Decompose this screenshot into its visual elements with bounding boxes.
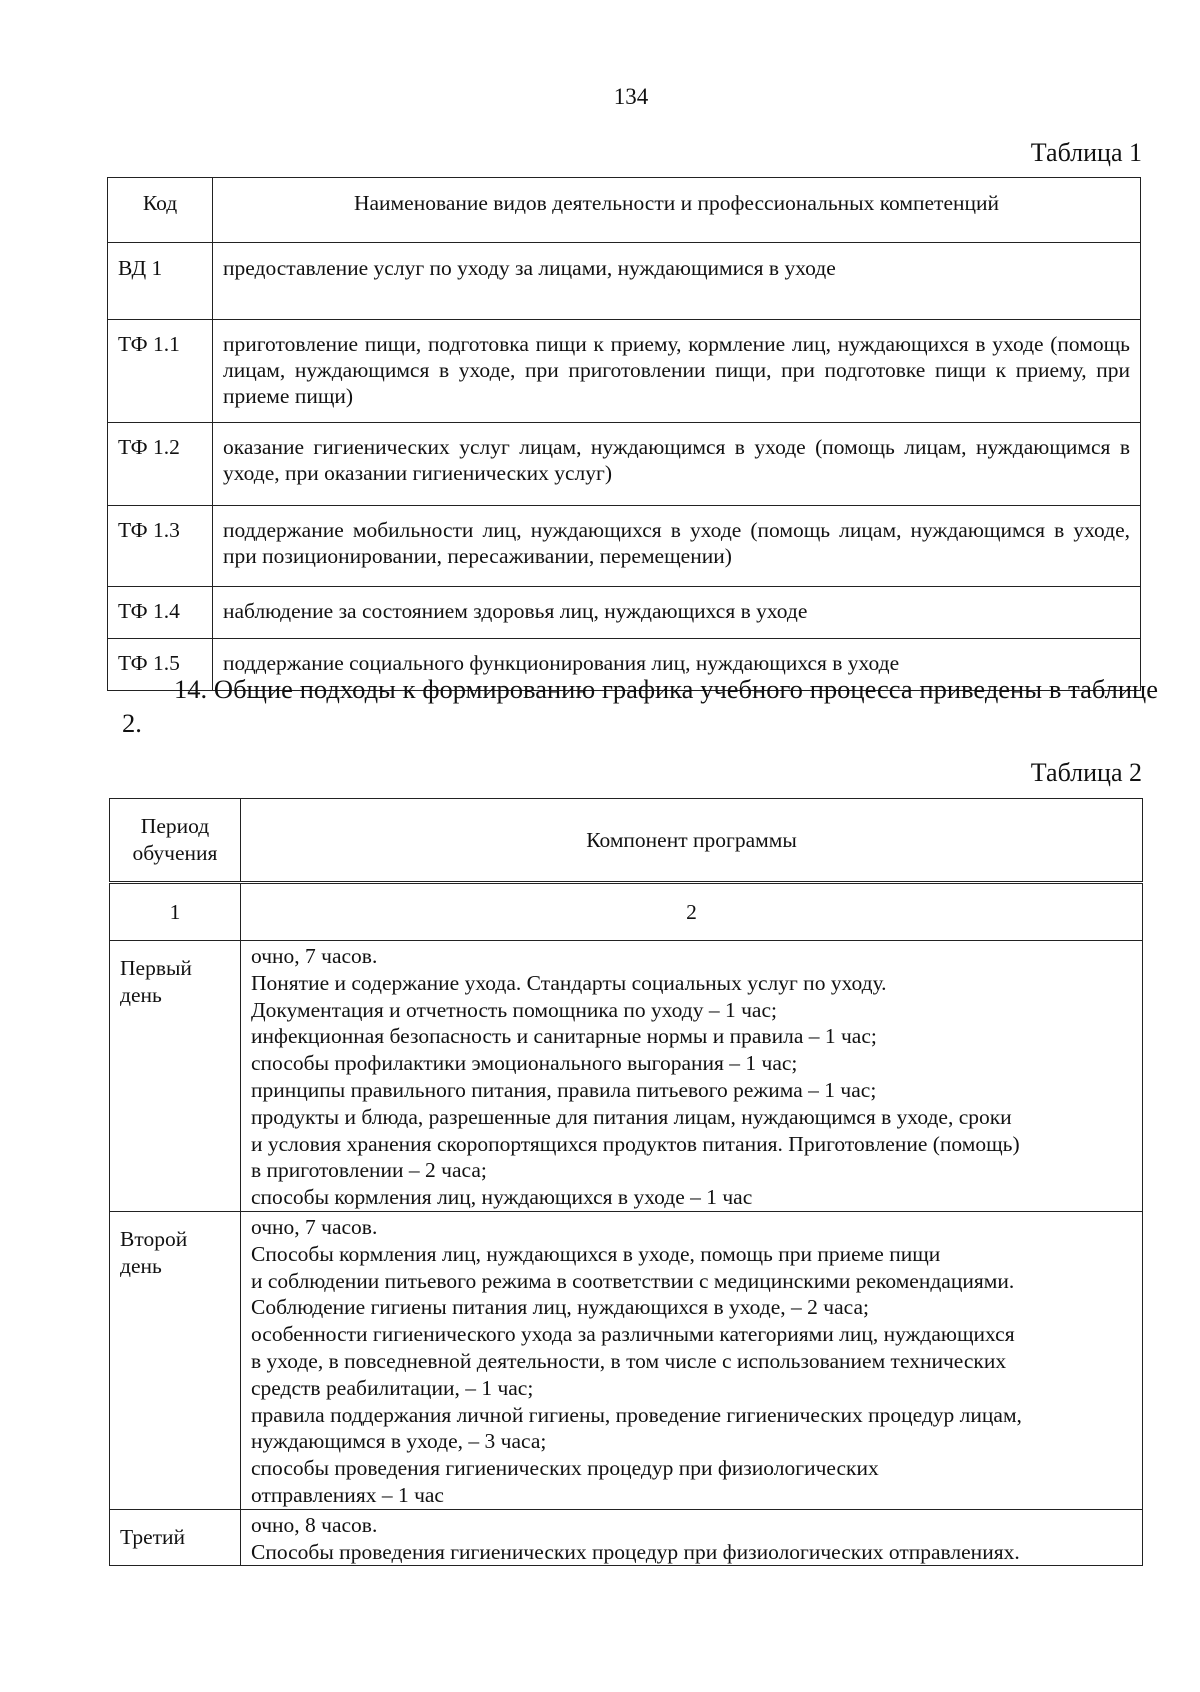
period-cell: [110, 941, 241, 1212]
content-line: нуждающимся в уходе, – 3 часа;: [251, 1429, 547, 1454]
content-line: средств реабилитации, – 1 час;: [251, 1375, 534, 1400]
table-row: [110, 941, 1143, 1212]
row-code: ТФ 1.2: [108, 423, 213, 506]
row-code: ТФ 1.4: [108, 587, 213, 639]
table1-header-row: [108, 178, 1141, 243]
period-label: Первый: [120, 956, 192, 980]
page-number: 134: [613, 84, 649, 109]
row-text: предоставление услуг по уходу за лицами, нуждающимися в уходе: [213, 243, 1141, 320]
column-number: 2: [241, 883, 1143, 941]
row-text: приготовление пищи, подготовка пищи к приему, кормление лиц, нуждающихся в уходе (помощь лицам, нуждающимся в уходе, при приготовлении пищи, при подготовке пищи к приему, при приеме пищи): [213, 320, 1141, 423]
content-line: продукты и блюда, разрешенные для питания лицам, нуждающимся в уходе, сроки: [251, 1104, 1012, 1129]
row-text: оказание гигиенических услуг лицам, нуждающимся в уходе (помощь лицам, нуждающимся в уходе, при оказании гигиенических услуг): [213, 423, 1141, 506]
table1-header-code: Код: [108, 178, 213, 243]
content-cell: [241, 1509, 1143, 1566]
table2-header-period: [110, 799, 241, 883]
period-cell: [110, 1211, 241, 1509]
content-line: инфекционная безопасность и санитарные нормы и правила – 1 час;: [251, 1024, 877, 1049]
table-row: [110, 1211, 1143, 1509]
table2-numbering-row: [110, 883, 1143, 941]
row-code: ВД 1: [108, 243, 213, 320]
period-cell: [110, 1509, 241, 1566]
header-period-line: обучения: [132, 841, 218, 865]
period-label: день: [120, 1253, 162, 1278]
content-line: Понятие и содержание ухода. Стандарты социальных услуг по уходу.: [251, 970, 887, 995]
content-line: очно, 7 часов.: [251, 944, 378, 968]
content-cell: [241, 1211, 1143, 1509]
row-text: поддержание социального функционирования лиц, нуждающихся в уходе: [213, 639, 1141, 691]
period-label: Третий: [120, 1524, 186, 1549]
row-code: ТФ 1.1: [108, 320, 213, 423]
content-line: и условия хранения скоропортящихся продуктов питания. Приготовление (помощь): [251, 1131, 1020, 1156]
table-row: [108, 320, 1141, 423]
row-text: поддержание мобильности лиц, нуждающихся в уходе (помощь лицам, нуждающимся в уходе, при позиционировании, пересаживании, перемещении): [213, 506, 1141, 587]
content-line: Способы кормления лиц, нуждающихся в уходе, помощь при приеме пищи: [251, 1241, 941, 1266]
column-number: 1: [110, 883, 241, 941]
table2-caption: Таблица 2: [1030, 758, 1142, 787]
table-row: [108, 243, 1141, 320]
table-row: [110, 1509, 1143, 1566]
content-line: Способы проведения гигиенических процедур при физиологических отправлениях.: [251, 1539, 1020, 1564]
content-line: принципы правильного питания, правила питьевого режима – 1 час;: [251, 1077, 877, 1102]
content-cell: [241, 941, 1143, 1212]
body-paragraph: 14. Общие подходы к формированию графика учебного процесса приведены в таблице 2.: [122, 674, 1158, 738]
content-line: очно, 8 часов.: [251, 1512, 378, 1537]
table2-header-row: [110, 799, 1143, 883]
content-line: способы кормления лиц, нуждающихся в уходе – 1 час: [251, 1185, 753, 1210]
content-line: в уходе, в повседневной деятельности, в том числе с использованием технических: [251, 1348, 1007, 1373]
content-line: отправлениях – 1 час: [251, 1482, 444, 1507]
content-line: Соблюдение гигиены питания лиц, нуждающихся в уходе, – 2 часа;: [251, 1295, 869, 1320]
row-text: наблюдение за состоянием здоровья лиц, нуждающихся в уходе: [213, 587, 1141, 639]
content-line: правила поддержания личной гигиены, проведение гигиенических процедур лицам,: [251, 1402, 1022, 1427]
row-code: ТФ 1.3: [108, 506, 213, 587]
content-line: и соблюдении питьевого режима в соответствии с медицинскими рекомендациями.: [251, 1268, 1015, 1293]
table-row: [108, 423, 1141, 506]
content-line: способы проведения гигиенических процедур при физиологических: [251, 1456, 879, 1481]
table-row: [108, 587, 1141, 639]
content-line: в приготовлении – 2 часа;: [251, 1158, 487, 1183]
table1-header-name: Наименование видов деятельности и профессиональных компетенций: [213, 178, 1141, 243]
table-row: [108, 506, 1141, 587]
header-period-line: Период: [140, 814, 210, 838]
table2: [109, 798, 1143, 1566]
content-line: очно, 7 часов.: [251, 1214, 378, 1239]
content-line: способы профилактики эмоционального выгорания – 1 час;: [251, 1051, 798, 1076]
table1: [107, 177, 1141, 691]
period-label: Второй: [120, 1226, 188, 1251]
period-label: день: [120, 983, 162, 1007]
table1-caption: Таблица 1: [1030, 138, 1142, 167]
table2-header-component: Компонент программы: [241, 799, 1143, 883]
row-code: ТФ 1.5: [108, 639, 213, 691]
content-line: Документация и отчетность помощника по уходу – 1 час;: [251, 997, 777, 1022]
content-line: особенности гигиенического ухода за различными категориями лиц, нуждающихся: [251, 1322, 1015, 1347]
